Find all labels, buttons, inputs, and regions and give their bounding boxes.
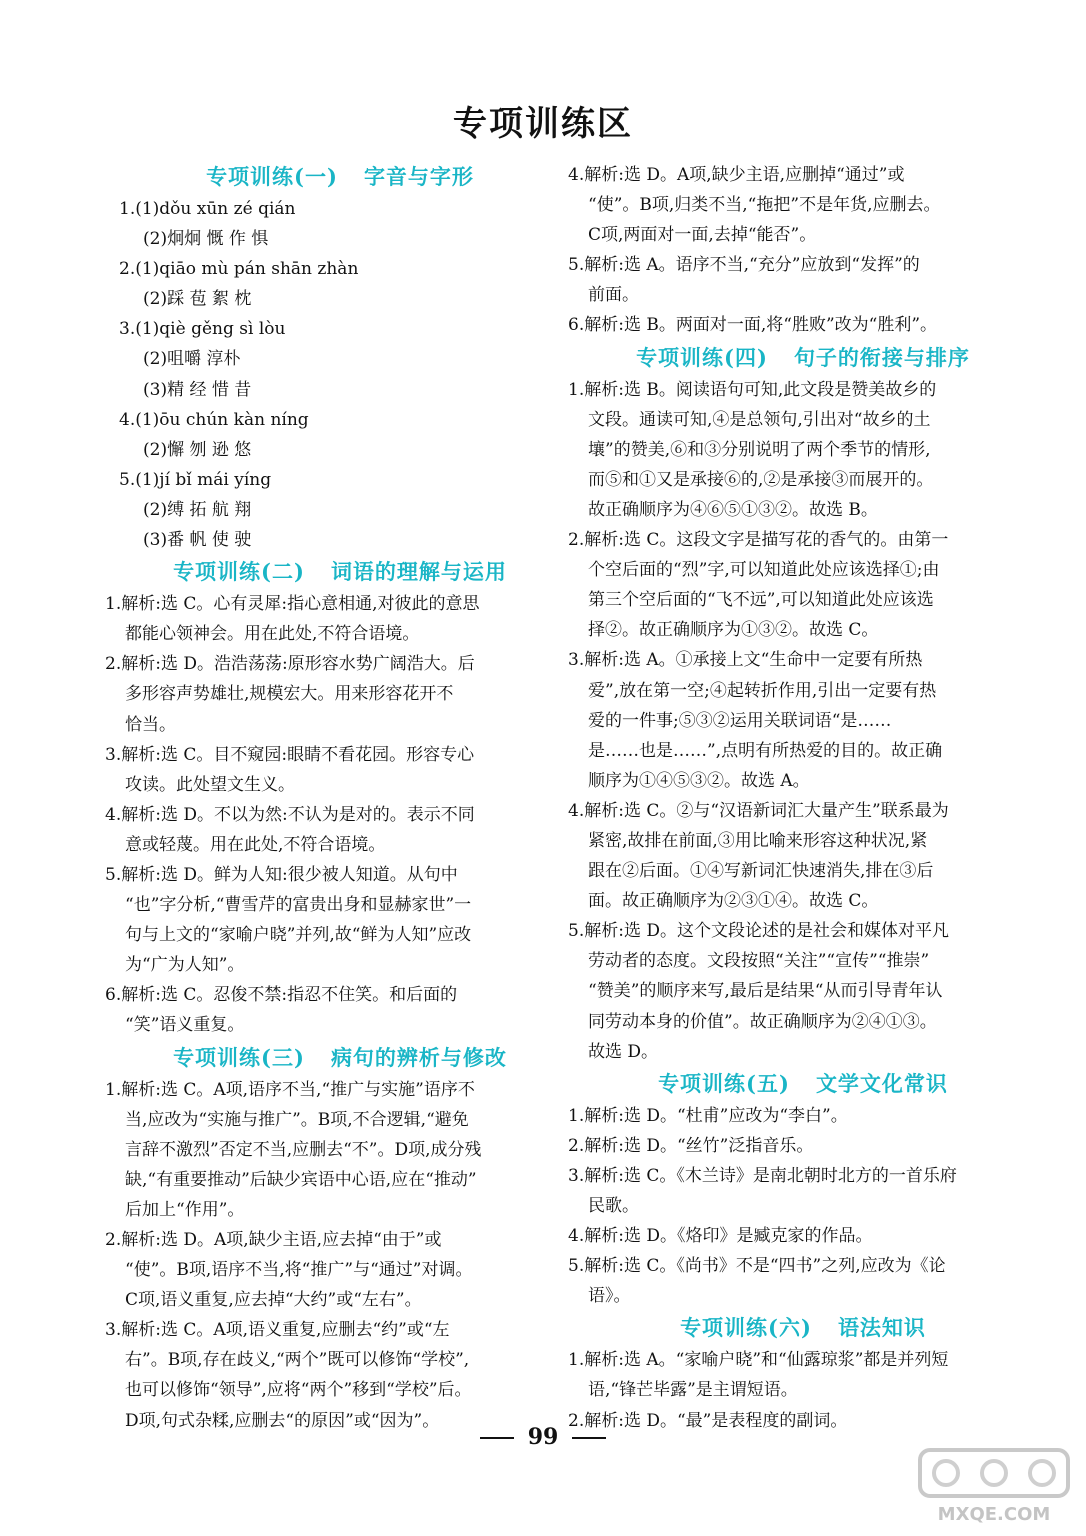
answer-line: 右”。B项,存在歧义,“两个”既可以修饰“学校”, (125, 1350, 470, 1371)
answer-line: (2)懈 刎 逊 悠 (143, 439, 252, 460)
answer-line: 言辞不激烈”否定不当,应删去“不”。D项,成分残 (125, 1139, 482, 1160)
answer-line: 5.解析:选 D。这个文段论述的是社会和媒体对平凡 (568, 921, 949, 942)
answer-line: D项,句式杂糅,应删去“的原因”或“因为”。 (125, 1410, 440, 1431)
answer-line: 3.解析:选 C。目不窥园:眼睛不看花园。形容专心 (105, 744, 475, 765)
right-column (568, 160, 1038, 1436)
page-number-value: 99 (527, 1424, 559, 1450)
answer-line: 1.解析:选 B。阅读语句可知,此文段是赞美故乡的 (568, 379, 937, 400)
answer-line: (2)缚 拓 航 翔 (143, 499, 252, 520)
answer-line: 而⑤和①又是承接⑥的,②是承接③而展开的。 (588, 469, 934, 490)
answer-line: (2)踩 苞 絮 枕 (143, 289, 252, 310)
answer-line: 个空后面的“烈”字,可以知道此处应该选择①;由 (588, 560, 940, 581)
answer-line: 6.解析:选 C。忍俊不禁:指忍不住笑。和后面的 (105, 985, 458, 1006)
answer-line: 2.解析:选 D。“最”是表程度的副词。 (568, 1410, 848, 1431)
answer-line: 1.解析:选 D。“杜甫”应改为“李白”。 (568, 1105, 848, 1126)
answer-line: 攻读。此处望文生义。 (125, 774, 295, 795)
answer-line: “赞美”的顺序来写,最后是结果“从而引导青年认 (588, 981, 943, 1002)
answer-line: 爱的一件事;⑤③②运用关联词语“是…… (588, 710, 892, 731)
answer-line: 缺,“有重要推动”后缺少宾语中心语,应在“推动” (125, 1169, 477, 1190)
section-topic: 字音与字形 (363, 164, 474, 189)
answer-line: 5.解析:选 C。《尚书》不是“四书”之列,应改为《论 (568, 1256, 946, 1277)
answer-line: 5.解析:选 D。鲜为人知:很少被人知道。从句中 (105, 864, 458, 885)
answer-line: 1.解析:选 C。A项,语序不当,“推广与实施”语序不 (105, 1079, 475, 1100)
answer-line: 故选 D。 (588, 1041, 659, 1062)
section-label: 专项训练(一) (206, 164, 338, 189)
answer-line: 民歌。 (588, 1196, 639, 1216)
answer-line: 2.解析:选 D。A项,缺少主语,应去掉“由于”或 (105, 1230, 442, 1250)
section-heading (105, 160, 575, 194)
answer-line: 劳动者的态度。文段按照“关注”“宣传”“推崇” (588, 951, 930, 972)
answer-line: 当,应改为“实施与推广”。B项,不合逻辑,“避免 (125, 1109, 469, 1130)
answer-line: “笑”语义重复。 (125, 1015, 245, 1036)
answer-line: 顺序为①④⑤③②。故选 A。 (588, 770, 810, 791)
answer-line: 多形容声势雄壮,规模宏大。用来形容花开不 (125, 684, 454, 705)
answer-line: 4.解析:选 D。《烙印》是臧克家的作品。 (568, 1226, 873, 1247)
dash-left (480, 1437, 514, 1439)
answer-line: “使”。B项,语序不当,将“推广”与“通过”对调。 (125, 1260, 473, 1281)
section-topic: 病句的辨析与修改 (330, 1044, 507, 1070)
answer-line: 爱”,放在第一空;④起转折作用,引出一定要有热 (588, 680, 937, 701)
answer-line: 面。故正确顺序为②③①④。故选 C。 (588, 891, 879, 912)
answer-line: (2)炯炯 慨 作 惧 (143, 229, 269, 250)
section-topic: 词语的理解与运用 (330, 559, 507, 585)
answer-line: (3)番 帆 使 驶 (143, 530, 252, 551)
answer-line: 3.(1)qiè gěng sì lòu (119, 319, 286, 340)
answer-line: 3.解析:选 C。《木兰诗》是南北朝时北方的一首乐府 (568, 1165, 957, 1186)
section-label: 专项训练(五) (658, 1070, 790, 1096)
watermark-text: MXQE.COM (937, 1504, 1051, 1525)
answer-line: 后加上“作用”。 (125, 1199, 245, 1220)
answer-line: 1.解析:选 C。心有灵犀:指心意相通,对彼此的意思 (105, 594, 480, 615)
section-heading (105, 555, 575, 589)
dash-right (572, 1437, 606, 1439)
answer-line: 紧密,故排在前面,③用比喻来形容这种状况,紧 (588, 830, 928, 851)
answer-line: 6.解析:选 B。两面对一面,将“胜败”改为“胜利”。 (568, 315, 938, 336)
answer-line: 意或轻蔑。用在此处,不符合语境。 (125, 834, 386, 855)
answer-line: “使”。B项,归类不当,“拖把”不是年货,应删去。 (588, 195, 941, 216)
section-topic: 语法知识 (837, 1315, 926, 1341)
answer-line: 4.解析:选 C。②与“汉语新词汇大量产生”联系最为 (568, 800, 949, 821)
section-heading (568, 1067, 1038, 1101)
answer-line: 2.解析:选 D。浩浩荡荡:原形容水势广阔浩大。后 (105, 654, 475, 675)
section-heading (568, 341, 1038, 375)
answer-line: 2.(1)qiāo mù pán shān zhàn (119, 259, 359, 280)
answer-line: 语,“锋芒毕露”是主谓短语。 (588, 1380, 798, 1401)
answer-line: “也”字分析,“曹雪芹的富贵出身和显赫家世”一 (125, 895, 472, 916)
section-topic: 文学文化常识 (815, 1070, 948, 1096)
answer-line: 文段。通读可知,④是总领句,引出对“故乡的土 (588, 409, 931, 430)
left-column (105, 160, 575, 1436)
answer-line: 4.解析:选 D。A项,缺少主语,应删掉“通过”或 (568, 165, 905, 185)
answer-line: 都能心领神会。用在此处,不符合语境。 (125, 624, 420, 645)
answer-line: 第三个空后面的“飞不远”,可以知道此处应该选 (588, 590, 934, 611)
section-heading (568, 1311, 1038, 1345)
answer-line: 跟在②后面。①④写新词汇快速消失,排在③后 (588, 861, 934, 882)
answer-line: 同劳动本身的价值”。故正确顺序为②④①③。 (588, 1011, 937, 1032)
answer-line: 壤”的赞美,⑥和③分别说明了两个季节的情形, (588, 439, 931, 460)
answer-line: 1.(1)dǒu xūn zé qián (119, 199, 296, 219)
section-label: 专项训练(四) (636, 344, 768, 370)
answer-line: (3)精 经 惜 昔 (143, 379, 252, 400)
answer-line: 句与上文的“家喻户晓”并列,故“鲜为人知”应改 (125, 925, 472, 946)
answer-line: 5.解析:选 A。语序不当,“充分”应放到“发挥”的 (568, 255, 920, 276)
answer-line: 前面。 (588, 285, 639, 306)
answer-line: (2)咀嚼 淳朴 (143, 349, 241, 370)
answer-line: 恰当。 (125, 714, 176, 735)
section-label: 专项训练(六) (680, 1315, 812, 1341)
answer-line: 3.解析:选 A。①承接上文“生命中一定要有所热 (568, 650, 923, 671)
answer-line: 择②。故正确顺序为①③②。故选 C。 (588, 620, 879, 641)
answer-line: C项,语义重复,应去掉“大约”或“左右”。 (125, 1290, 422, 1311)
section-topic: 句子的衔接与排序 (793, 344, 970, 370)
answer-line: 5.(1)jí bǐ mái yíng (119, 469, 272, 490)
answer-line: 是……也是……”,点明有所热爱的目的。故正确 (588, 740, 943, 761)
answer-line: C项,两面对一面,去掉“能否”。 (588, 225, 817, 246)
answer-line: 4.(1)ōu chún kàn níng (119, 409, 309, 430)
answer-line: 4.解析:选 D。不以为然:不认为是对的。表示不同 (105, 804, 475, 825)
watermark-logo (914, 1444, 1074, 1528)
answer-line: 1.解析:选 A。“家喻户晓”和“仙露琼浆”都是并列短 (568, 1350, 949, 1371)
section-label: 专项训练(二) (173, 559, 305, 585)
answer-line: 故正确顺序为④⑥⑤①③②。故选 B。 (588, 499, 878, 520)
answer-line: 2.解析:选 C。这段文字是描写花的香气的。由第一 (568, 530, 949, 551)
section-label: 专项训练(三) (173, 1044, 305, 1070)
section-heading (105, 1041, 575, 1075)
answer-line: 语》。 (588, 1286, 631, 1307)
answer-line: 为“广为人知”。 (125, 955, 245, 976)
answer-line: 2.解析:选 D。“丝竹”泛指音乐。 (568, 1135, 814, 1156)
answer-line: 也可以修饰“领导”,应将“两个”移到“学校”后。 (125, 1380, 472, 1401)
page-title: 专项训练区 (453, 104, 633, 144)
answer-line: 3.解析:选 C。A项,语义重复,应删去“约”或“左 (105, 1320, 450, 1341)
